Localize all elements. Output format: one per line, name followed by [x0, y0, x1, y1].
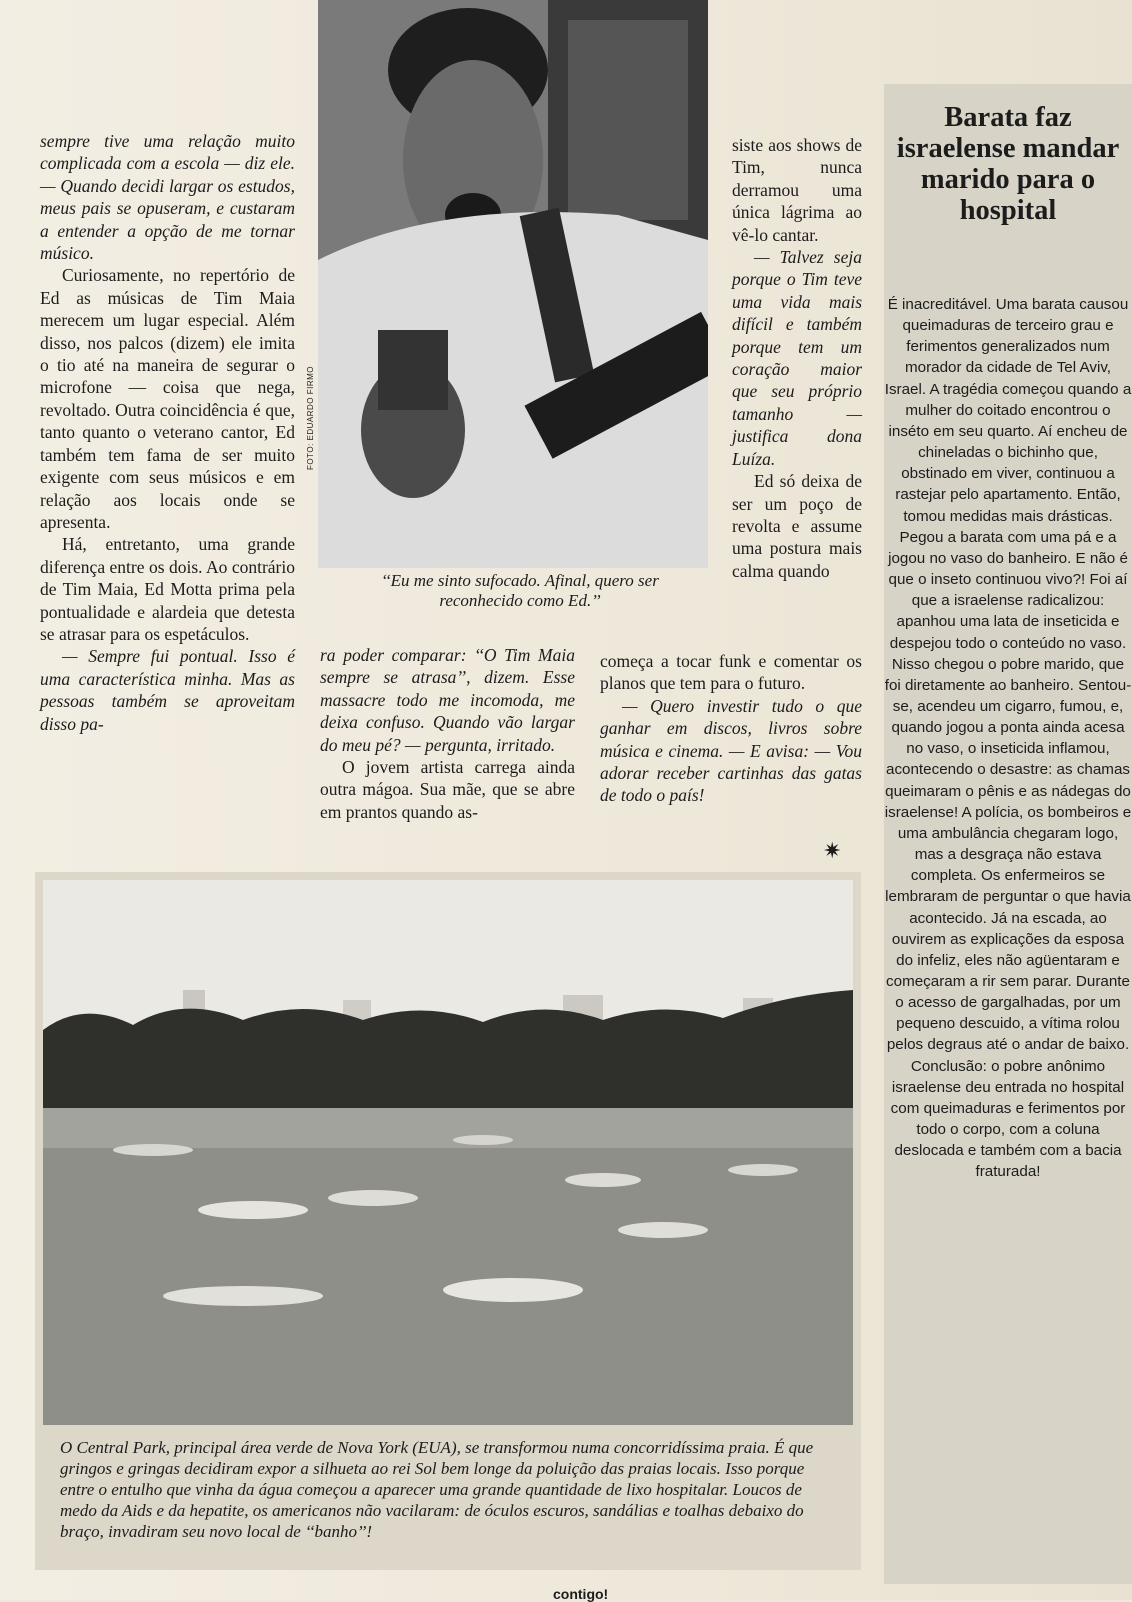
article-paragraph: Curiosamente, no repertório de Ed as músicas de Tim Maia merecem um lugar especial. Além disso, nos palcos (dizem) ele imita o tio até na maneira de segurar o microfone — coisa que nega, revoltado. Outra coincidência é que, tanto quanto o veterano cantor, Ed também tem fama de ser muito exigente com seus músicos e em relação aos locais onde se apresenta. [40, 265, 295, 532]
article-paragraph: — Sempre fui pontual. Isso é uma característica minha. Mas as pessoas também se aproveitam disso pa- [40, 646, 295, 734]
musician-photo [318, 0, 708, 568]
article-paragraph: O jovem artista carrega ainda outra mágoa. Sua mãe, que se abre em prantos quando as- [320, 757, 575, 822]
photo-credit: FOTO: EDUARDO FIRMO [306, 365, 315, 470]
article-paragraph: Há, entretanto, uma grande diferença entre os dois. Ao contrário de Tim Maia, Ed Motta prima pela pontualidade e alardeia que detesta se atrasar para os espetáculos. [40, 534, 295, 644]
magazine-footer: contigo! [553, 1586, 609, 1602]
news-sidebar [884, 84, 1132, 1584]
photo-caption: O Central Park, principal área verde de Nova York (EUA), se transformou numa concorridíssima praia. É que gringos e gringas decidiram expor a silhueta ao rei Sol bem longe da poluição das praias locais. Isso porque entre o entulho que vinha da água começou a aparecer uma grande quantidade de lixo hospitalar. Loucos de medo da Aids e da hepatite, os americanos não vacilaram: de óculos escuros, sandálias e toalhas debaixo do braço, invadiram seu novo local de ‘‘banho’’! [60, 1438, 814, 1541]
central-park-illustration [43, 880, 853, 1425]
central-park-figure [35, 872, 861, 1570]
article-paragraph: sempre tive uma relação muito complicada com a escola — diz ele. — Quando decidi largar os estudos, meus pais se opuseram, e custaram a entender a opção de me tornar músico. [40, 131, 295, 264]
article-column-3-bottom [600, 650, 862, 807]
article-column-3-top [732, 134, 862, 582]
article-paragraph: — Quero investir tudo o que ganhar em discos, livros sobre música e cinema. — E avisa: — Vou adorar receber cartinhas das gatas de todo o país! [600, 695, 862, 806]
sidebar-body: É inacreditável. Uma barata causou queimaduras de terceiro grau e ferimentos generalizados num morador da cidade de Tel Aviv, Israel. A tragédia começou quando a mulher do coitado encontrou o inséto em seu quarto. Aí encheu de chineladas o bichinho que, obstinado em viver, continuou a rastejar pelo apartamento. Então, tomou medidas mais drásticas. Pegou a barata com uma pá e a jogou no vaso do banheiro. E não é que o inseto continuou vivo?! Foi aí que a israelense radicalizou: apanhou uma lata de inseticida e despejou todo o conteúdo no vaso. Nisso chegou o pobre marido, que foi diretamente ao banheiro. Sentou-se, acendeu um cigarro, fumou, e, quando jogou a ponta ainda acesa no vaso, o inseticida inflamou, acontecendo o desastre: as chamas queimaram o pênis e as nádegas do israelense! A polícia, os bombeiros e uma ambulância chegaram logo, mas a desgraça não estava completa. Os enfermeiros se lembraram de perguntar o que havia acontecido. Já na escada, ao ouvirem as explicações da esposa do infeliz, eles não agüentaram e começaram a rir sem parar. Durante o acesso de gargalhadas, por um pequeno descuido, a vítima rolou pelos degraus até o andar de baixo. Conclusão: o pobre anônimo israelense deu entrada no hospital com queimaduras e ferimentos por todo o corpo, com a coluna deslocada e também com a bacia fraturada! [884, 296, 1132, 1181]
article-paragraph: siste aos shows de Tim, nunca derramou uma única lágrima ao vê-lo cantar. [732, 135, 862, 245]
article-paragraph: Ed só deixa de ser um poço de revolta e assume uma postura mais calma quando [732, 471, 862, 581]
article-column-1 [40, 130, 295, 735]
article-column-2 [320, 644, 575, 823]
article-paragraph: começa a tocar funk e comentar os planos que tem para o futuro. [600, 651, 862, 694]
end-of-article-mark: ✷ [823, 838, 842, 863]
article-paragraph: — Talvez seja porque o Tim teve uma vida mais difícil e também porque tem um coração maior que seu próprio tamanho — justifica dona Luíza. [732, 247, 862, 469]
musician-photo-illustration [318, 0, 708, 568]
central-park-photo [43, 880, 853, 1425]
sidebar-headline: Barata faz israelense mandar marido para o hospital [896, 102, 1120, 226]
article-paragraph: ra poder comparar: ‘‘O Tim Maia sempre se atrasa’’, dizem. Esse massacre todo me incomoda, me deixa confuso. Quando vão largar do meu pé? — pergunta, irritado. [320, 645, 575, 755]
photo-caption: ‘‘Eu me sinto sufocado. Afinal, quero ser reconhecido como Ed.’’ [381, 571, 659, 610]
